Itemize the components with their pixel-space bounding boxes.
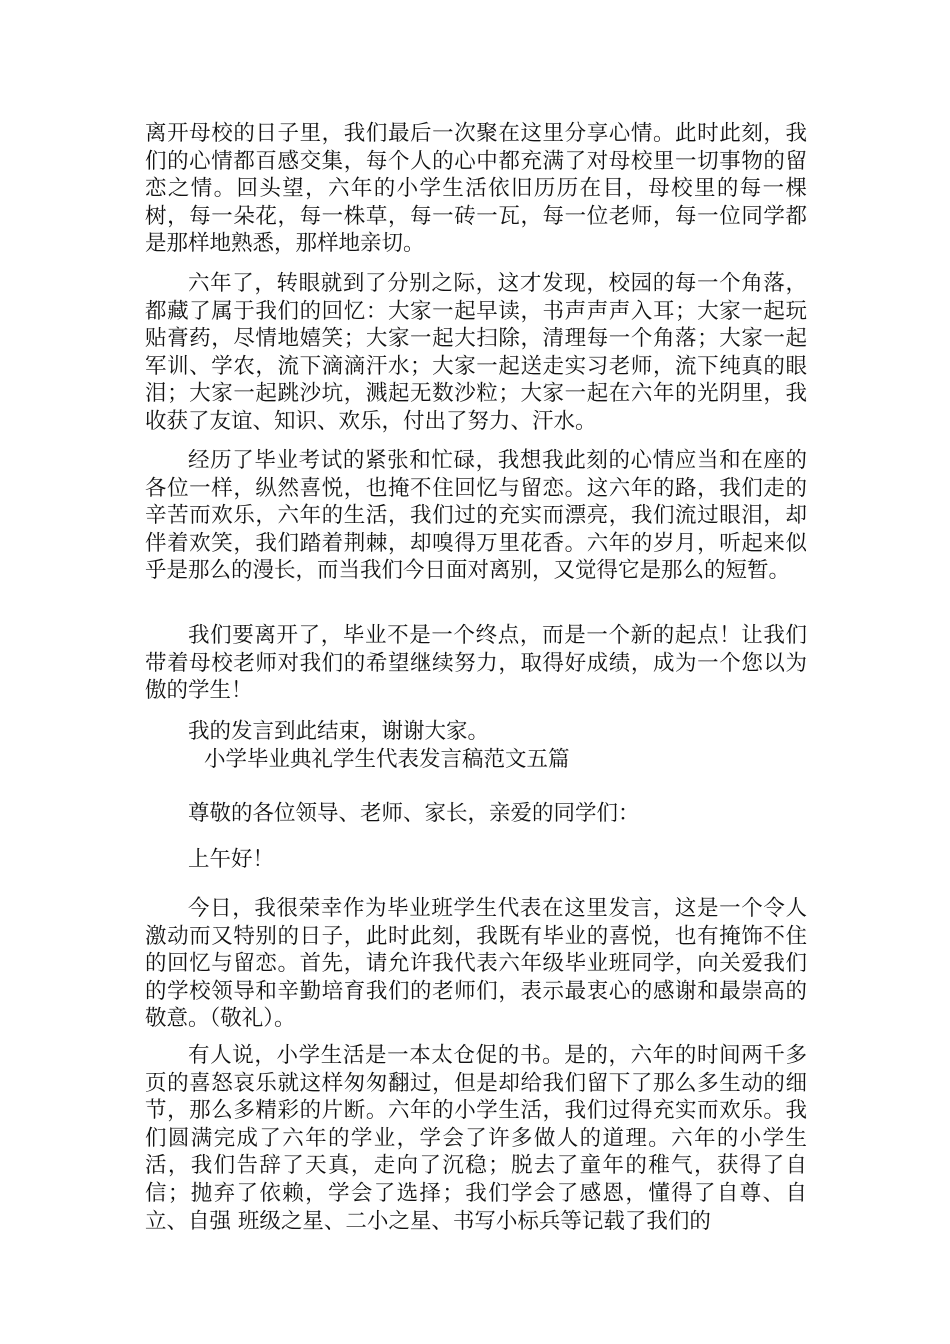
paragraph-salutation: 尊敬的各位领导、老师、家长，亲爱的同学们：	[188, 801, 640, 826]
section-title: 小学毕业典礼学生代表发言稿范文五篇	[204, 747, 570, 772]
paragraph-school-life: 有人说，小学生活是一本太仓促的书。是的，六年的时间两千多页的喜怒哀乐就这样匆匆翻过，但是却给我们留下了那么多生动的细节，那么多精彩的片断。六年的小学生活，我们过得充实而欢乐。我们圆满完成了六年的学业，学会了许多做人的道理。六年的小学生活，我们告辞了天真，走向了沉稳；脱去了童年的稚气，获得了自信；抛弃了依赖，学会了选择；我们学会了感恩，懂得了自尊、自立、自强 班级之星、二小之星、书写小标兵等记载了我们的	[145, 1043, 807, 1234]
paragraph-graduation-feelings: 经历了毕业考试的紧张和忙碌，我想我此刻的心情应当和在座的各位一样，纵然喜悦，也掩不住回忆与留恋。这六年的路，我们走的辛苦而欢乐，六年的生活，我们过的充实而漂亮，我们流过眼泪，却伴着欢笑，我们踏着荆棘，却嗅得万里花香。六年的岁月，听起来似乎是那么的漫长，而当我们今日面对离别，又觉得它是那么的短暂。	[145, 448, 807, 584]
paragraph-new-beginning: 我们要离开了，毕业不是一个终点，而是一个新的起点！让我们带着母校老师对我们的希望继续努力，取得好成绩，成为一个您以为傲的学生！	[145, 623, 807, 704]
paragraph-farewell-opening: 离开母校的日子里，我们最后一次聚在这里分享心情。此时此刻，我们的心情都百感交集，每个人的心中都充满了对母校里一切事物的留恋之情。回头望，六年的小学生活依旧历历在目，母校里的每一棵树，每一朵花，每一株草，每一砖一瓦，每一位老师，每一位同学都是那样地熟悉，那样地亲切。	[145, 121, 807, 257]
paragraph-closing: 我的发言到此结束，谢谢大家。	[188, 719, 490, 744]
paragraph-greeting: 上午好！	[188, 847, 275, 872]
paragraph-memories: 六年了，转眼就到了分别之际，这才发现，校园的每一个角落，都藏了属于我们的回忆：大家一起早读，书声声声入耳；大家一起玩贴膏药，尽情地嬉笑；大家一起大扫除，清理每一个角落；大家一起军训、学农，流下滴滴汗水；大家一起送走实习老师，流下纯真的眼泪；大家一起跳沙坑，溅起无数沙粒；大家一起在六年的光阴里，我收获了友谊、知识、欢乐，付出了努力、汗水。	[145, 271, 807, 434]
paragraph-introduction: 今日，我很荣幸作为毕业班学生代表在这里发言，这是一个令人激动而又特别的日子，此时此刻，我既有毕业的喜悦，也有掩饰不住的回忆与留恋。首先，请允许我代表六年级毕业班同学，向关爱我们的学校领导和辛勤培育我们的老师们，表示最衷心的感谢和最崇高的敬意。（敬礼）。	[145, 896, 807, 1032]
